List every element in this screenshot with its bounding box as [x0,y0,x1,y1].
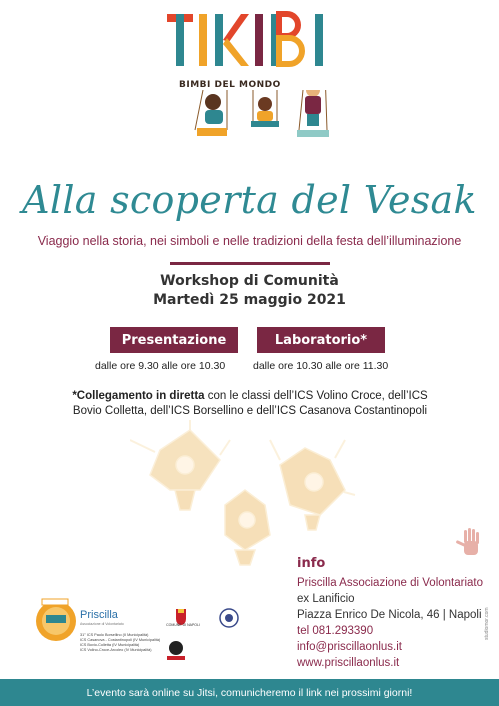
partner-emblem-icon [164,638,188,662]
workshop-title: Workshop di Comunità [160,273,339,289]
footer-banner: L’evento sarà online su Jitsi, comunicheremo il link nei prossimi giorni! [0,679,499,706]
info-address: Piazza Enrico De Nicola, 46 | Napoli [297,609,482,621]
live-connection-note [40,389,460,419]
session-laboratorio-time: dalle ore 10.30 alle ore 11.30 [253,360,389,372]
session-presentazione-time: dalle ore 9.30 alle ore 10.30 [95,360,226,372]
event-title: Alla scoperta del Vesak [22,178,477,222]
design-credit: studiomor.com [484,607,490,640]
municipality-seal-icon [218,607,240,629]
session-presentazione-badge: Presentazione [110,327,238,353]
info-phone-link[interactable]: tel 081.293390 [297,625,374,637]
live-connection-label: *Collegamento in diretta [72,390,205,402]
priscilla-logo-subtitle: Associazione di Volontariato [80,622,124,626]
info-website-link[interactable]: www.priscillaonlus.it [297,657,400,669]
children-on-swings-icon [165,90,335,142]
school-item: ICS Volino-Croce-Arcoleo (IV Municipalità) [80,648,152,652]
project-seal-icon [32,595,80,645]
live-connection-line2: Bovio Colletta, dell’ICS Borsellino e dell’ICS Casanova Costantinopoli [72,405,428,417]
divider [170,262,330,265]
info-heading: info [297,556,326,571]
event-subtitle: Viaggio nella storia, nei simboli e nelle tradizioni della festa dell’illuminazione [37,234,462,248]
tikibi-logo [165,10,335,140]
school-item: 31° ICS Paolo Borsellino (II Municipalità) [80,633,149,637]
comune-label: COMUNE DI NAPOLI [166,623,200,627]
school-item: ICS Casanova - Costantinopoli (IV Municipalità) [80,638,161,642]
logo-subtitle: BIMBI DEL MONDO [179,80,281,90]
session-laboratorio-badge: Laboratorio* [257,327,385,353]
priscilla-logo: Priscilla [80,609,118,621]
live-connection-line1: con le classi dell’ICS Volino Croce, dell’ICS [204,390,428,402]
workshop-date: Martedì 25 maggio 2021 [153,292,346,308]
info-email-link[interactable]: info@priscillaonlus.it [297,641,402,653]
partner-schools-list [80,633,160,653]
info-organization: Priscilla Associazione di Volontariato [297,577,484,589]
lanterns-icon [130,420,360,570]
school-item: ICS Bovio-Colletta (IV Municipalità) [80,643,140,647]
hand-icon [452,527,486,561]
tikibi-letters-icon [165,10,335,70]
info-place: ex Lanificio [297,593,355,605]
